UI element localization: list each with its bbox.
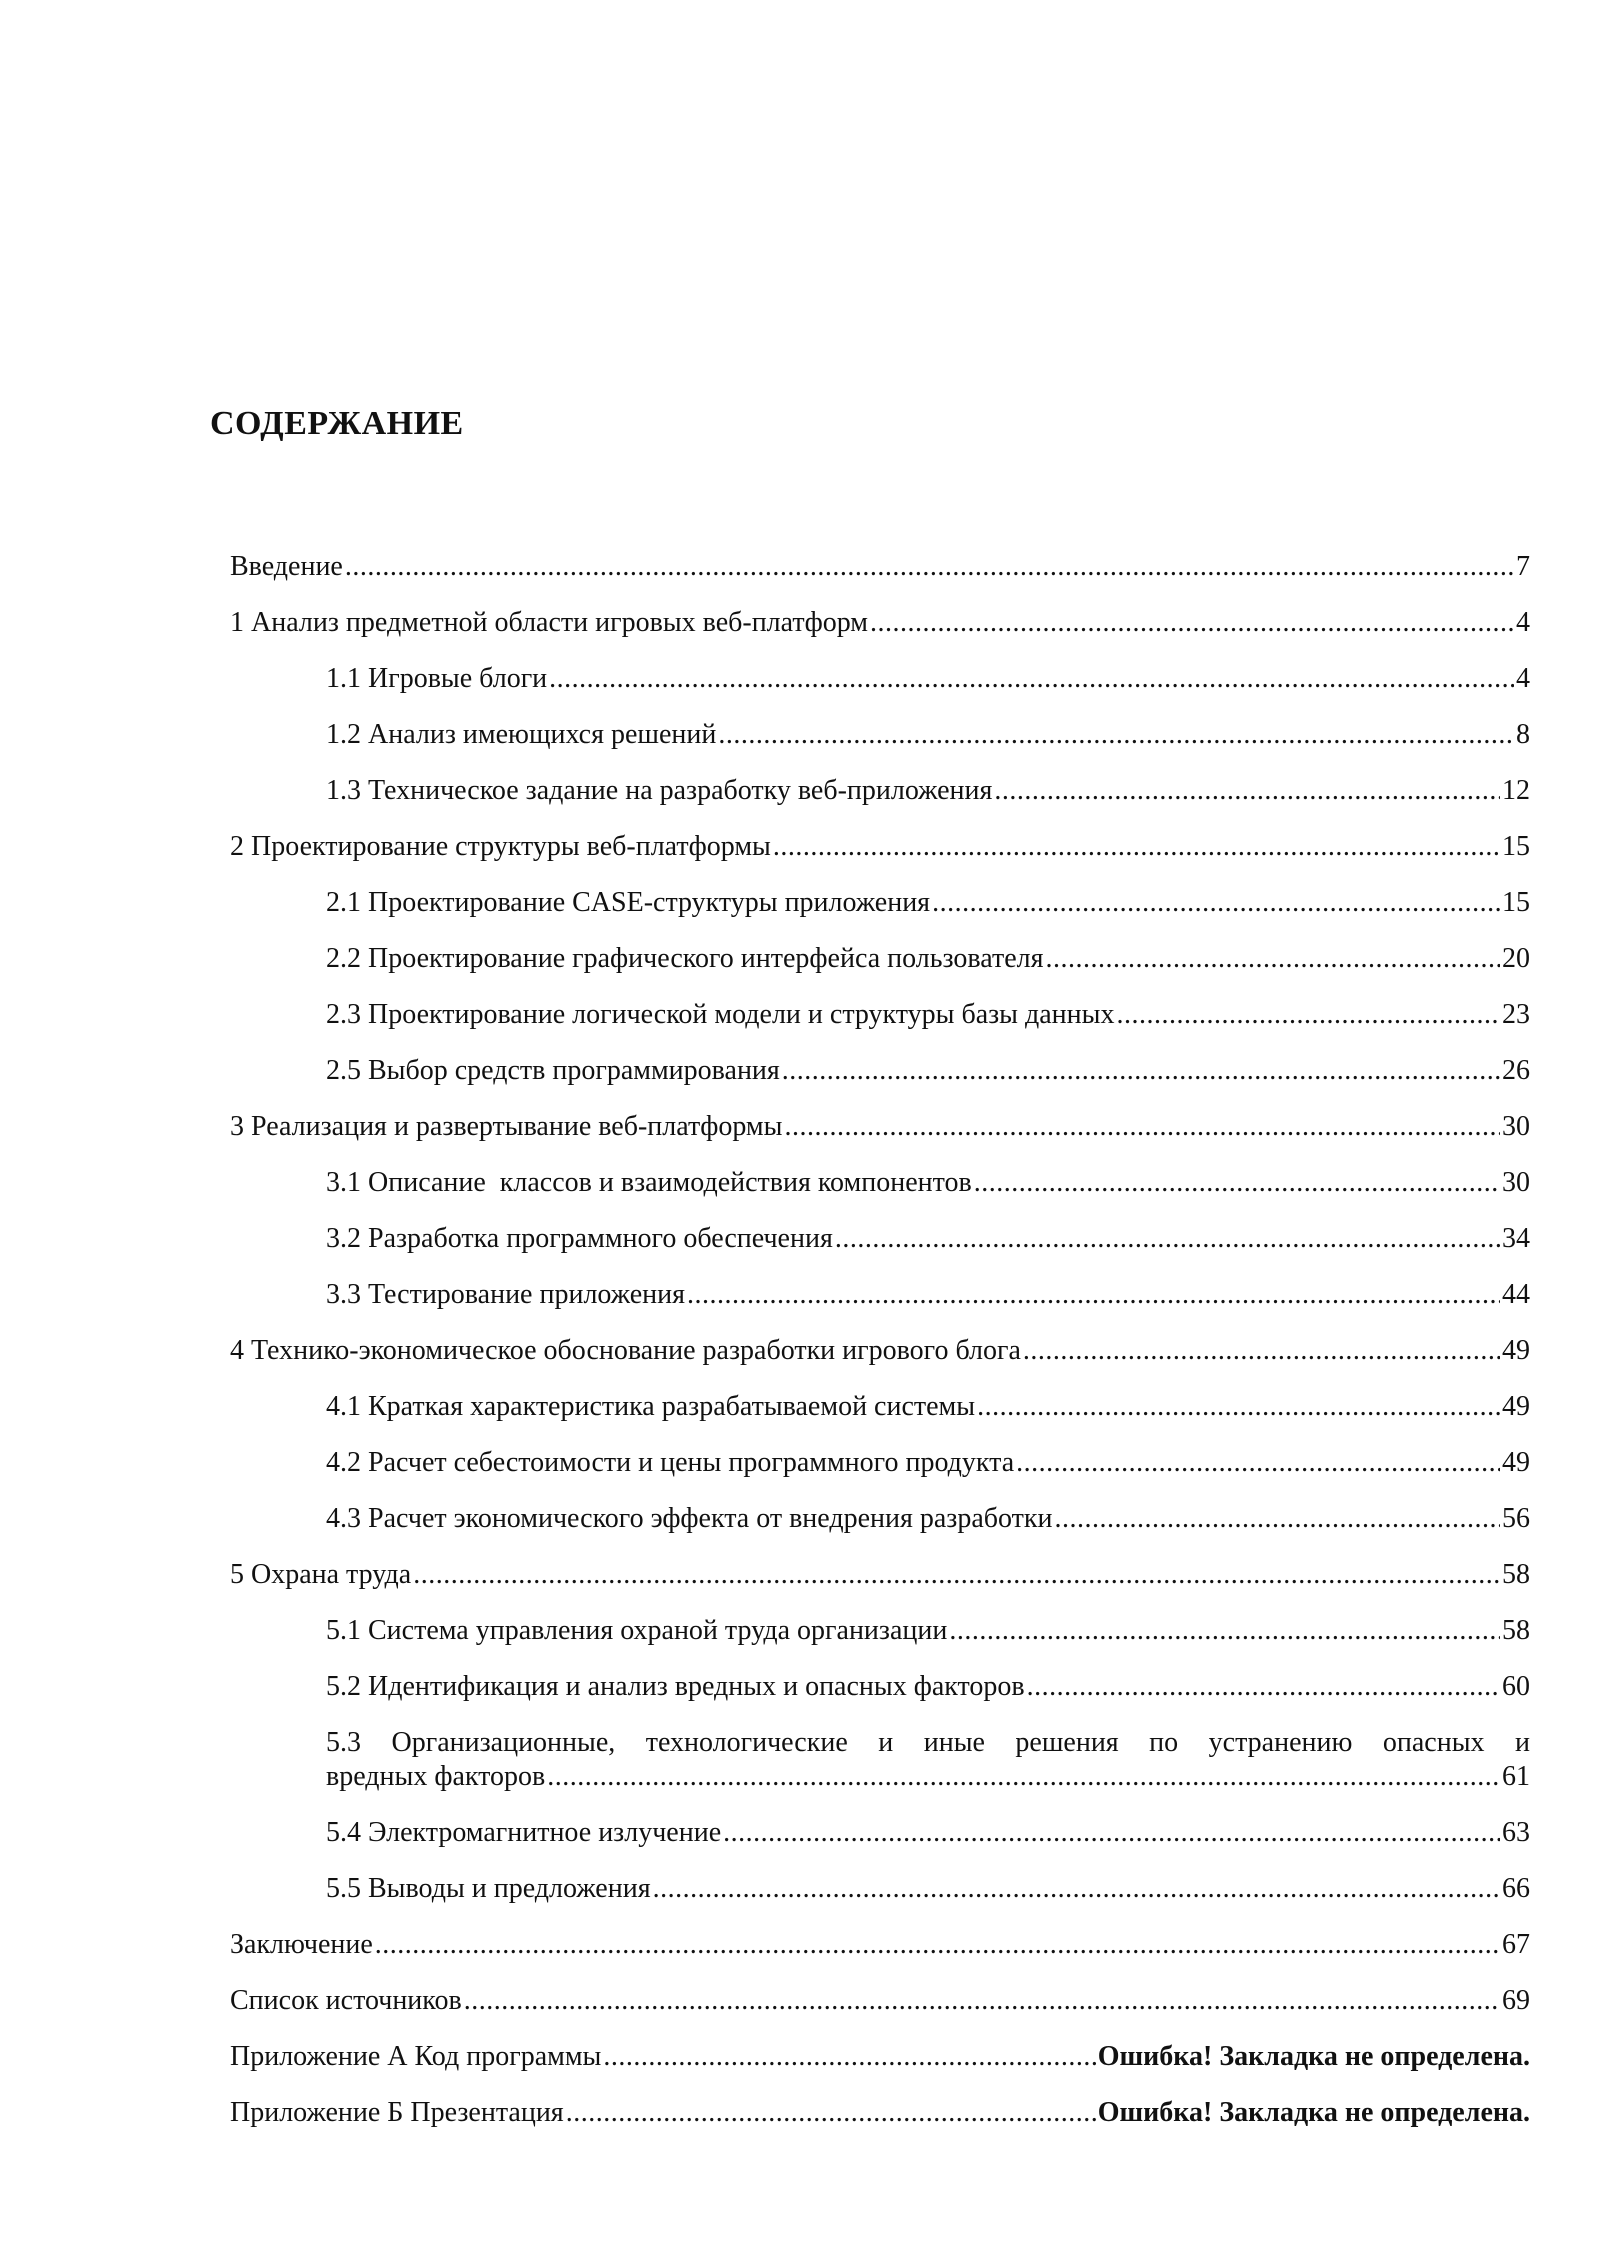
toc-page-number: 23 <box>1502 999 1530 1030</box>
dot-leader <box>547 1760 1500 1794</box>
toc-page-number: 26 <box>1502 1055 1530 1086</box>
toc-entry-chapter-1[interactable] <box>230 606 1530 640</box>
dot-leader <box>1016 1446 1500 1480</box>
dot-leader <box>603 2040 1095 2074</box>
toc-entry-title: 2.5 Выбор средств программирования <box>326 1055 780 1086</box>
toc-entry-section-5-4[interactable] <box>230 1816 1530 1850</box>
toc-entry-introduction[interactable] <box>230 550 1530 584</box>
toc-entry-title: Список источников <box>230 1985 462 2016</box>
toc-entry-section-5-2[interactable] <box>230 1670 1530 1704</box>
toc-entry-title: 5.2 Идентификация и анализ вредных и опасных факторов <box>326 1671 1025 1702</box>
dot-leader <box>345 550 1514 584</box>
toc-entry-title: 1.2 Анализ имеющихся решений <box>326 719 717 750</box>
dot-leader <box>549 662 1514 696</box>
dot-leader <box>464 1984 1500 2018</box>
toc-page-number: 4 <box>1516 663 1530 694</box>
toc-page-number: 15 <box>1502 887 1530 918</box>
toc-page-number: 49 <box>1502 1391 1530 1422</box>
toc-entry-title: 4.3 Расчет экономического эффекта от внедрения разработки <box>326 1503 1053 1534</box>
toc-page-number-error: Ошибка! Закладка не определена. <box>1097 2041 1530 2072</box>
toc-entry-title: Введение <box>230 551 343 582</box>
toc-entry-title: 4.2 Расчет себестоимости и цены программного продукта <box>326 1447 1015 1478</box>
toc-page-number: 8 <box>1516 719 1530 750</box>
toc-page-number-error: Ошибка! Закладка не определена. <box>1097 2097 1530 2128</box>
toc-page-number: 66 <box>1502 1873 1530 1904</box>
dot-leader <box>1027 1670 1500 1704</box>
dot-leader <box>835 1222 1500 1256</box>
toc-entry-references[interactable] <box>230 1984 1530 2018</box>
toc-entry-title: 2 Проектирование структуры веб-платформы <box>230 831 771 862</box>
dot-leader <box>718 718 1514 752</box>
toc-entry-section-5-1[interactable] <box>230 1614 1530 1648</box>
toc-entry-title: 2.1 Проектирование CASE-структуры приложения <box>326 887 931 918</box>
dot-leader <box>784 1110 1500 1144</box>
dot-leader <box>870 606 1514 640</box>
toc-entry-title-line1: 5.3 Организационные, технологические и иные решения по устранению опасных и <box>326 1727 1530 1758</box>
toc-entry-section-5-5[interactable] <box>230 1872 1530 1906</box>
toc-page-number: 7 <box>1516 551 1530 582</box>
dot-leader <box>687 1278 1500 1312</box>
toc-entry-title: 3.2 Разработка программного обеспечения <box>326 1223 833 1254</box>
toc-page-number: 67 <box>1502 1929 1530 1960</box>
toc-entry-title: 5 Охрана труда <box>230 1559 412 1590</box>
toc-entry-title-line2: вредных факторов <box>326 1761 546 1792</box>
dot-leader <box>994 774 1500 808</box>
toc-entry-section-4-1[interactable] <box>230 1390 1530 1424</box>
toc-entry-section-3-1[interactable] <box>230 1166 1530 1200</box>
toc-entry-title: 5.1 Система управления охраной труда организации <box>326 1615 948 1646</box>
toc-entry-title: Приложение А Код программы <box>230 2041 602 2072</box>
toc-entry-title: 5.5 Выводы и предложения <box>326 1873 651 1904</box>
toc-entry-appendix-b[interactable] <box>230 2096 1530 2130</box>
toc-entry-title: 1.1 Игровые блоги <box>326 663 548 694</box>
toc-page-number: 44 <box>1502 1279 1530 1310</box>
page-title: СОДЕРЖАНИЕ <box>210 405 464 442</box>
dot-leader <box>932 886 1500 920</box>
toc-entry-section-4-3[interactable] <box>230 1502 1530 1536</box>
toc-entry-conclusion[interactable] <box>230 1928 1530 1962</box>
toc-page-number: 58 <box>1502 1615 1530 1646</box>
dot-leader <box>949 1614 1500 1648</box>
dot-leader <box>653 1872 1500 1906</box>
toc-entry-title: 4 Технико-экономическое обоснование разработки игрового блога <box>230 1335 1021 1366</box>
toc-entry-title: 3.1 Описание классов и взаимодействия компонентов <box>326 1167 972 1198</box>
toc-entry-title: 1 Анализ предметной области игровых веб-платформ <box>230 607 869 638</box>
toc-entry-title: 2.2 Проектирование графического интерфейса пользователя <box>326 943 1044 974</box>
toc-entry-title: 1.3 Техническое задание на разработку веб-приложения <box>326 775 993 806</box>
toc-page-number: 20 <box>1502 943 1530 974</box>
toc-entry-chapter-3[interactable] <box>230 1110 1530 1144</box>
toc-entry-section-4-2[interactable] <box>230 1446 1530 1480</box>
toc-entry-section-1-3[interactable] <box>230 774 1530 808</box>
toc-page-number: 34 <box>1502 1223 1530 1254</box>
toc-entry-section-3-3[interactable] <box>230 1278 1530 1312</box>
dot-leader <box>977 1390 1500 1424</box>
toc-page-number: 4 <box>1516 607 1530 638</box>
dot-leader <box>1023 1334 1500 1368</box>
dot-leader <box>974 1166 1500 1200</box>
dot-leader <box>723 1816 1500 1850</box>
dot-leader <box>375 1928 1500 1962</box>
table-of-contents <box>230 550 1530 2152</box>
toc-entry-title: Заключение <box>230 1929 373 1960</box>
dot-leader <box>1045 942 1500 976</box>
toc-page-number: 12 <box>1502 775 1530 806</box>
toc-page-number: 60 <box>1502 1671 1530 1702</box>
toc-entry-section-2-2[interactable] <box>230 942 1530 976</box>
toc-page-number: 49 <box>1502 1447 1530 1478</box>
toc-entry-section-3-2[interactable] <box>230 1222 1530 1256</box>
toc-entry-section-1-1[interactable] <box>230 662 1530 696</box>
dot-leader <box>782 1054 1500 1088</box>
toc-entry-section-5-3[interactable] <box>230 1726 1530 1794</box>
dot-leader <box>1054 1502 1500 1536</box>
toc-entry-section-2-1[interactable] <box>230 886 1530 920</box>
toc-entry-section-2-5[interactable] <box>230 1054 1530 1088</box>
toc-entry-title: 4.1 Краткая характеристика разрабатываемой системы <box>326 1391 976 1422</box>
toc-page-number: 30 <box>1502 1167 1530 1198</box>
toc-entry-title: 2.3 Проектирование логической модели и структуры базы данных <box>326 999 1115 1030</box>
dot-leader <box>1116 998 1500 1032</box>
toc-page-number: 56 <box>1502 1503 1530 1534</box>
toc-page-number: 49 <box>1502 1335 1530 1366</box>
toc-entry-section-1-2[interactable] <box>230 718 1530 752</box>
toc-entry-title: Приложение Б Презентация <box>230 2097 564 2128</box>
dot-leader <box>413 1558 1500 1592</box>
dot-leader <box>773 830 1500 864</box>
toc-page-number: 58 <box>1502 1559 1530 1590</box>
toc-entry-appendix-a[interactable] <box>230 2040 1530 2074</box>
toc-entry-section-2-3[interactable] <box>230 998 1530 1032</box>
toc-page-number: 30 <box>1502 1111 1530 1142</box>
toc-page-number: 63 <box>1502 1817 1530 1848</box>
toc-entry-chapter-5[interactable] <box>230 1558 1530 1592</box>
toc-page-number: 15 <box>1502 831 1530 862</box>
toc-entry-chapter-2[interactable] <box>230 830 1530 864</box>
toc-page-number: 61 <box>1502 1761 1530 1792</box>
toc-entry-title: 5.4 Электромагнитное излучение <box>326 1817 722 1848</box>
toc-entry-chapter-4[interactable] <box>230 1334 1530 1368</box>
toc-entry-title: 3 Реализация и развертывание веб-платформы <box>230 1111 783 1142</box>
toc-page-number: 69 <box>1502 1985 1530 2016</box>
dot-leader <box>566 2096 1096 2130</box>
toc-entry-title: 3.3 Тестирование приложения <box>326 1279 685 1310</box>
